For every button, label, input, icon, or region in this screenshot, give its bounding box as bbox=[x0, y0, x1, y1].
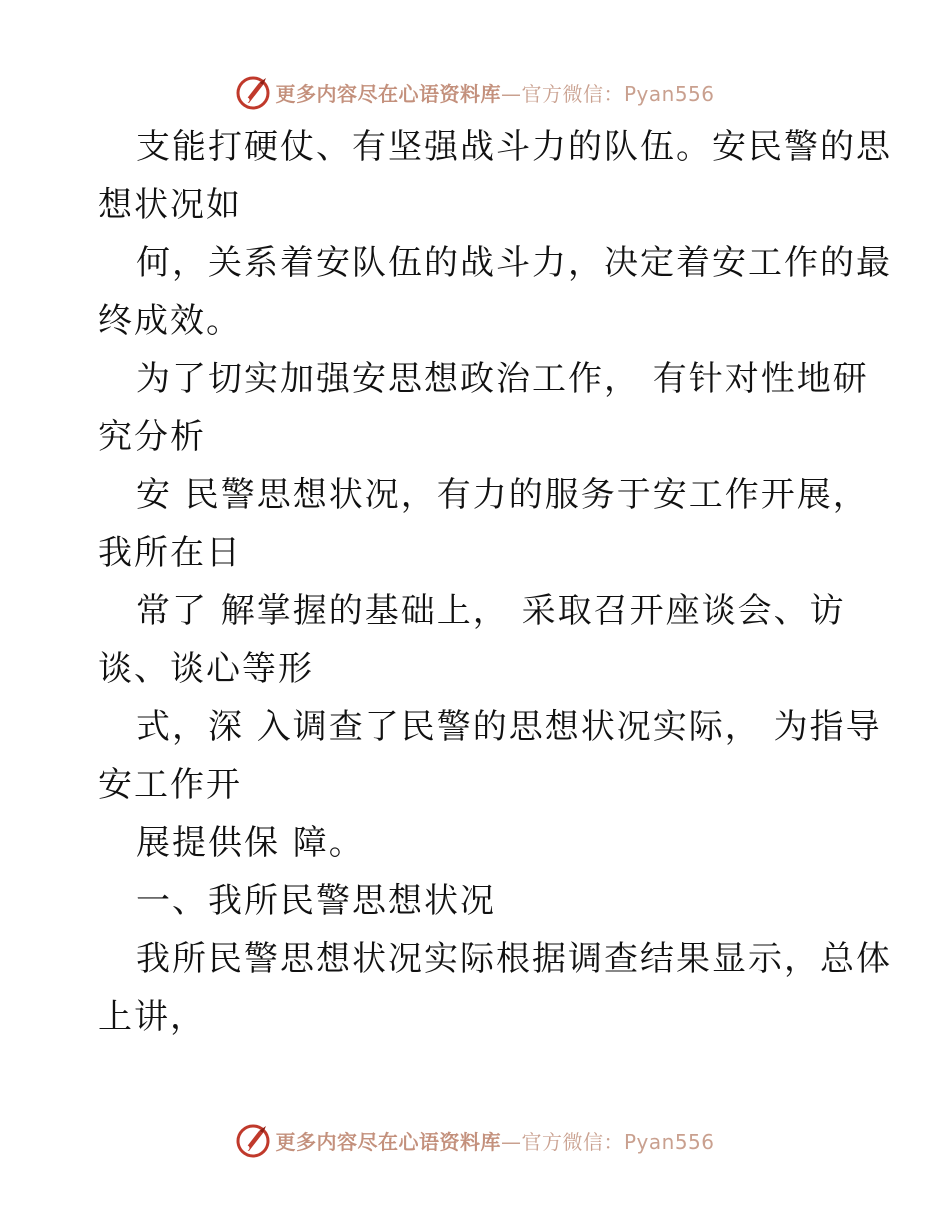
body-line: 常了 解掌握的基础上， 采取召开座谈会、访 bbox=[136, 591, 846, 631]
body-line: 谈、谈心等形 bbox=[98, 649, 314, 689]
footer-sub-text: 官方微信： bbox=[521, 1129, 624, 1154]
body-line: 安工作开 bbox=[98, 765, 242, 805]
header-text bbox=[275, 78, 714, 107]
body-line: 展提供保 障。 bbox=[136, 823, 365, 863]
section-heading: 一、我所民警思想状况 bbox=[136, 881, 496, 921]
footer-banner bbox=[0, 1120, 950, 1160]
header-banner bbox=[0, 72, 950, 112]
header-main-text: 更多内容尽在心语资料库 bbox=[275, 81, 501, 106]
body-line: 式，深 入调查了民警的思想状况实际， 为指导 bbox=[136, 707, 882, 747]
footer-text bbox=[275, 1126, 714, 1155]
footer-separator: — bbox=[500, 1129, 522, 1154]
header-sub-text: 官方微信： bbox=[521, 81, 624, 106]
body-line: 想状况如 bbox=[98, 185, 242, 225]
header-wechat-id: Pyan556 bbox=[623, 81, 715, 106]
body-line: 支能打硬仗、有坚强战斗力的队伍。安民警的思 bbox=[136, 127, 892, 167]
body-line: 我所在日 bbox=[98, 533, 242, 573]
footer-main-text: 更多内容尽在心语资料库 bbox=[275, 1129, 501, 1154]
body-line: 究分析 bbox=[98, 417, 206, 457]
quill-logo-icon bbox=[235, 74, 271, 110]
body-line: 安 民警思想状况，有力的服务于安工作开展， bbox=[136, 475, 869, 515]
footer-wechat-id: Pyan556 bbox=[623, 1129, 715, 1154]
body-line: 终成效。 bbox=[98, 301, 242, 341]
quill-logo-icon bbox=[235, 1122, 271, 1158]
document-body bbox=[98, 118, 892, 1046]
body-line: 上讲， bbox=[98, 997, 206, 1037]
body-line: 为了切实加强安思想政治工作， 有针对性地研 bbox=[136, 359, 869, 399]
header-separator: — bbox=[500, 81, 522, 106]
body-line: 何，关系着安队伍的战斗力，决定着安工作的最 bbox=[136, 243, 892, 283]
body-line: 我所民警思想状况实际根据调查结果显示，总体 bbox=[136, 939, 892, 979]
